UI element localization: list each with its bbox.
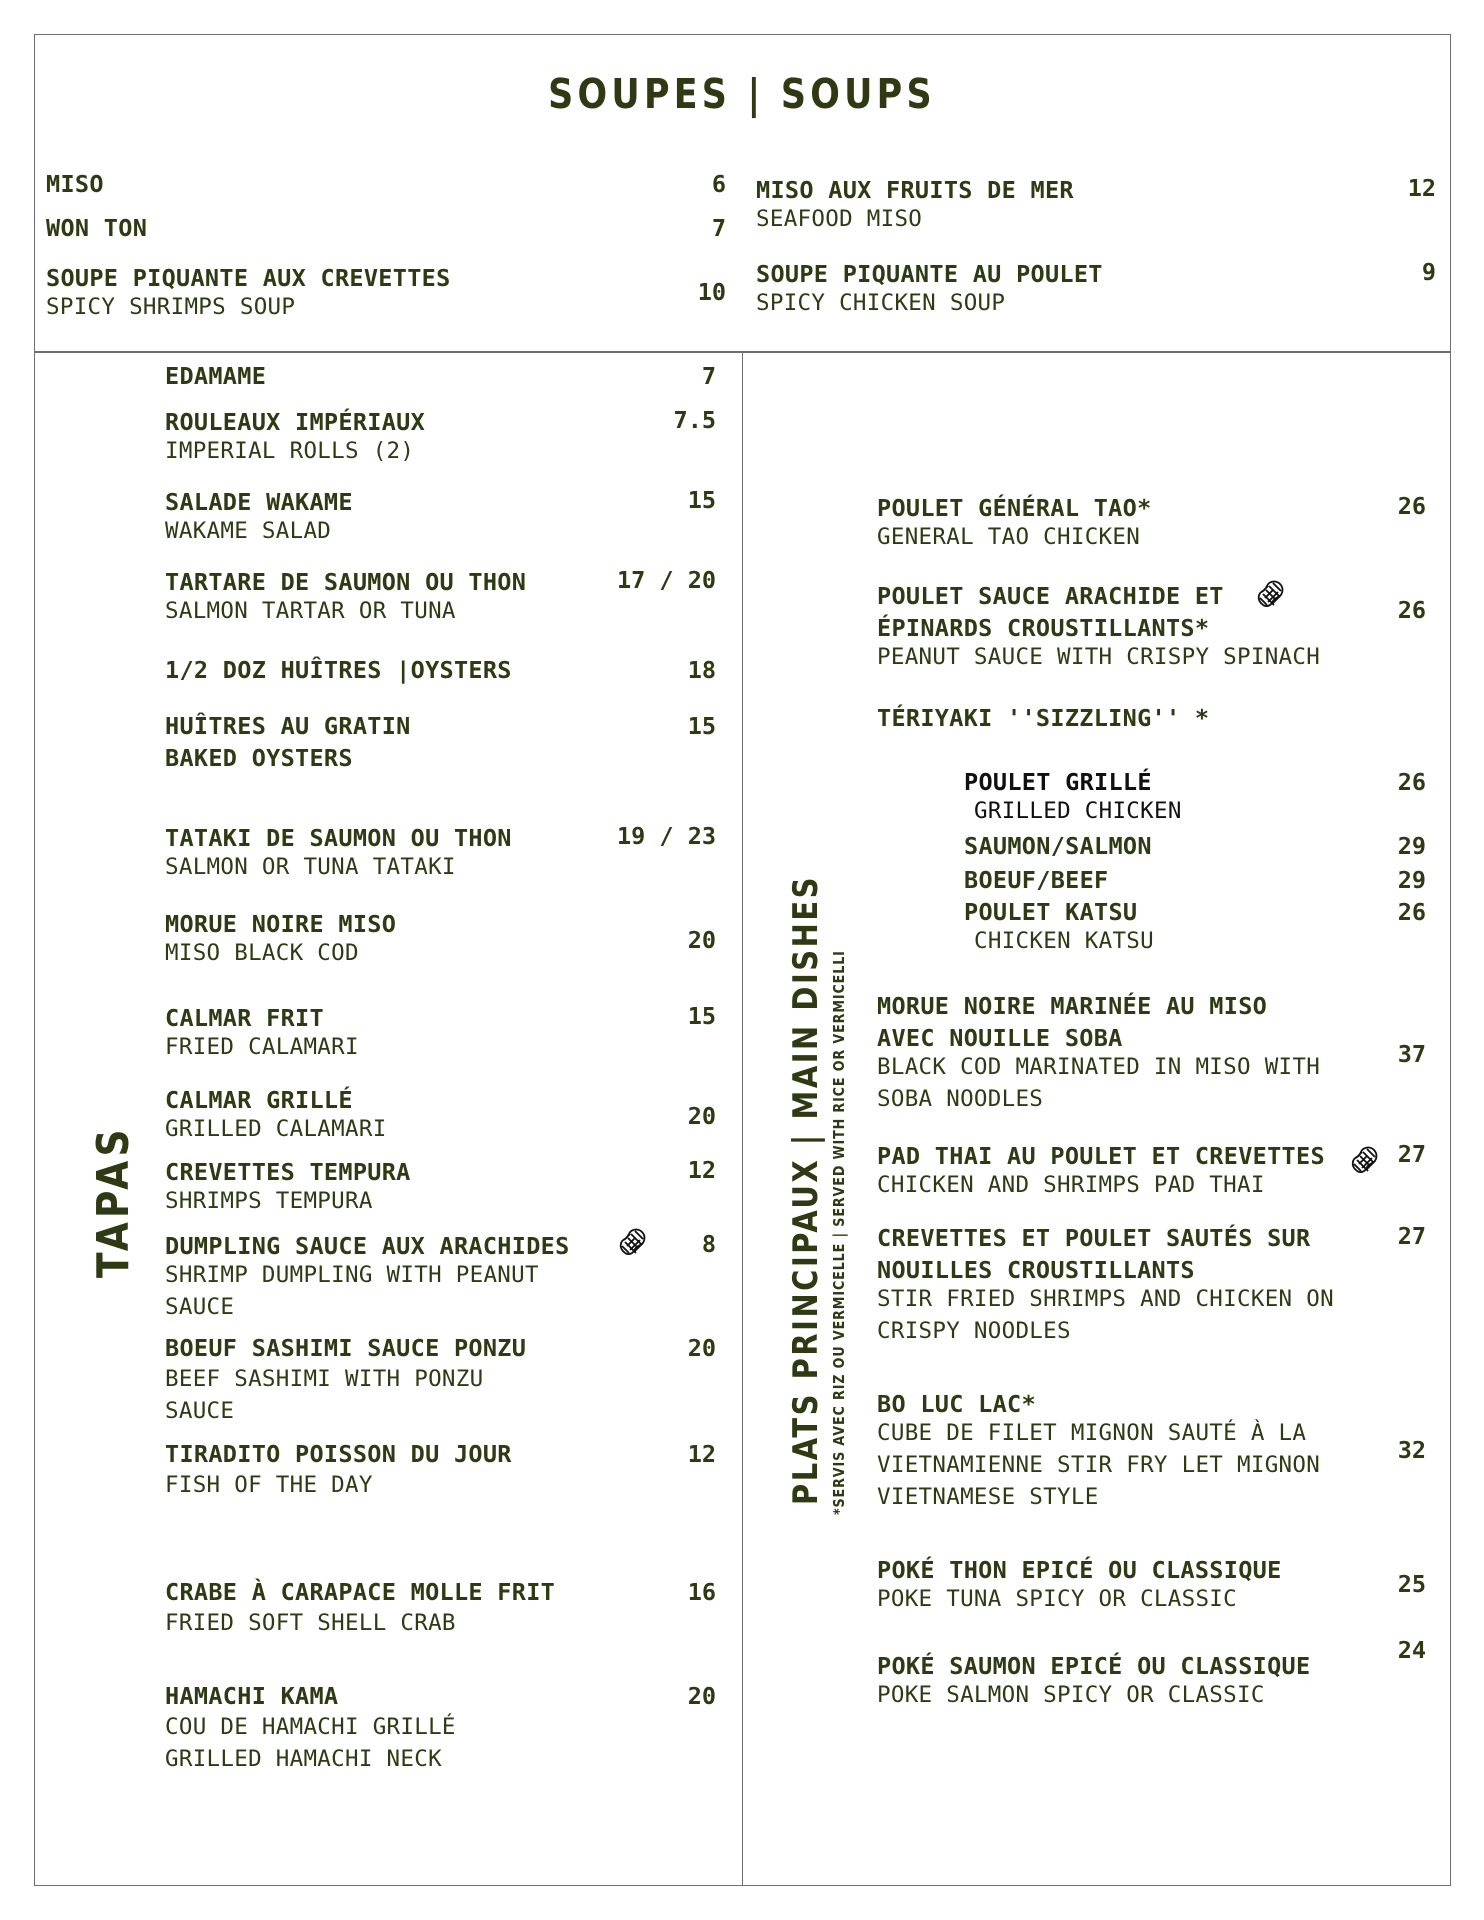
item-price: 6	[711, 170, 726, 198]
mains-title: PLATS PRINCIPAUX | MAIN DISHES	[786, 874, 826, 1505]
item-price: 26	[1397, 492, 1426, 520]
item-name: POULET GÉNÉRAL TAO*	[877, 494, 1152, 522]
item-name-line2: NOUILLES CROUSTILLANTS	[877, 1256, 1195, 1284]
item-name: POULET KATSU	[964, 898, 1138, 926]
item-name: SAUMON/SALMON	[964, 832, 1152, 860]
item-sub: SALMON OR TUNA TATAKI	[165, 854, 456, 880]
item-name: SOUPE PIQUANTE AUX CREVETTES	[46, 264, 451, 292]
item-name: CRABE À CARAPACE MOLLE FRIT	[165, 1578, 556, 1606]
item-name: POULET GRILLÉ	[964, 768, 1152, 796]
item-price: 15	[687, 486, 716, 514]
item-price: 26	[1397, 596, 1426, 624]
item-sub-line2: SOBA NOODLES	[877, 1086, 1044, 1112]
item-name: SOUPE PIQUANTE AU POULET	[756, 260, 1103, 288]
item-name: MISO AUX FRUITS DE MER	[756, 176, 1074, 204]
item-name-line2: ÉPINARDS CROUSTILLANTS*	[877, 614, 1210, 642]
item-name: CREVETTES ET POULET SAUTÉS SUR	[877, 1224, 1311, 1252]
item-sub: SALMON TARTAR OR TUNA	[165, 598, 456, 624]
item-price: 25	[1397, 1570, 1426, 1598]
item-price: 7.5	[673, 406, 716, 434]
item-price: 8	[701, 1230, 716, 1258]
item-sub-line3: VIETNAMESE STYLE	[877, 1484, 1099, 1510]
item-name-line2: AVEC NOUILLE SOBA	[877, 1024, 1123, 1052]
peanut-icon	[1254, 578, 1286, 610]
item-name: TÉRIYAKI ''SIZZLING'' *	[877, 704, 1210, 732]
item-sub: IMPERIAL ROLLS (2)	[165, 438, 415, 464]
item-name: TIRADITO POISSON DU JOUR	[165, 1440, 512, 1468]
tapas-title: TAPAS	[88, 1125, 139, 1278]
item-price: 27	[1397, 1140, 1426, 1168]
item-name: TARTARE DE SAUMON OU THON	[165, 568, 527, 596]
item-sub: FISH OF THE DAY	[165, 1472, 373, 1498]
item-sub: FRIED SOFT SHELL CRAB	[165, 1610, 456, 1636]
item-price: 16	[687, 1578, 716, 1606]
item-name: MORUE NOIRE MISO	[165, 910, 397, 938]
item-price: 9	[1421, 258, 1436, 286]
item-price: 12	[687, 1440, 716, 1468]
item-sub: SHRIMPS TEMPURA	[165, 1188, 373, 1214]
item-name: EDAMAME	[165, 362, 267, 390]
item-sub-line2: SAUCE	[165, 1294, 235, 1320]
item-sub: WAKAME SALAD	[165, 518, 332, 544]
item-name: MORUE NOIRE MARINÉE AU MISO	[877, 992, 1268, 1020]
item-price: 20	[687, 1102, 716, 1130]
item-price: 17 / 20	[616, 566, 716, 594]
item-sub: POKE SALMON SPICY OR CLASSIC	[877, 1682, 1265, 1708]
item-name: SALADE WAKAME	[165, 488, 353, 516]
item-price: 15	[687, 1002, 716, 1030]
item-price: 18	[687, 656, 716, 684]
item-name: HAMACHI KAMA	[165, 1682, 339, 1710]
item-sub: SPICY SHRIMPS SOUP	[46, 294, 296, 320]
item-sub-line2: GRILLED HAMACHI NECK	[165, 1746, 442, 1772]
item-name: BOEUF/BEEF	[964, 866, 1109, 894]
item-sub: CUBE DE FILET MIGNON SAUTÉ À LA	[877, 1420, 1307, 1446]
item-sub: SEAFOOD MISO	[756, 206, 923, 232]
item-name-line2: BAKED OYSTERS	[165, 744, 353, 772]
item-price: 32	[1397, 1436, 1426, 1464]
item-price: 24	[1397, 1636, 1426, 1664]
item-name: 1/2 DOZ HUÎTRES |OYSTERS	[165, 656, 512, 684]
item-sub: GRILLED CHICKEN	[974, 798, 1182, 824]
item-name: POKÉ SAUMON EPICÉ OU CLASSIQUE	[877, 1652, 1311, 1680]
soups-title: SOUPES | SOUPS	[548, 70, 936, 118]
item-price: 12	[1407, 174, 1436, 202]
item-price: 37	[1397, 1040, 1426, 1068]
column-divider	[742, 352, 743, 1885]
item-name: WON TON	[46, 214, 148, 242]
item-sub: COU DE HAMACHI GRILLÉ	[165, 1714, 456, 1740]
item-price: 10	[697, 278, 726, 306]
item-price: 20	[687, 1334, 716, 1362]
item-price: 7	[701, 362, 716, 390]
item-sub: SPICY CHICKEN SOUP	[756, 290, 1006, 316]
peanut-icon	[616, 1226, 648, 1258]
item-sub: BLACK COD MARINATED IN MISO WITH	[877, 1054, 1321, 1080]
item-sub-line2: CRISPY NOODLES	[877, 1318, 1071, 1344]
item-price: 26	[1397, 768, 1426, 796]
item-price: 19 / 23	[616, 822, 716, 850]
item-sub: PEANUT SAUCE WITH CRISPY SPINACH	[877, 644, 1321, 670]
item-price: 29	[1397, 866, 1426, 894]
item-name: PAD THAI AU POULET ET CREVETTES	[877, 1142, 1325, 1170]
item-sub: STIR FRIED SHRIMPS AND CHICKEN ON	[877, 1286, 1334, 1312]
item-sub: GENERAL TAO CHICKEN	[877, 524, 1141, 550]
item-sub-line2: SAUCE	[165, 1398, 235, 1424]
item-sub: POKE TUNA SPICY OR CLASSIC	[877, 1586, 1237, 1612]
item-name: CALMAR GRILLÉ	[165, 1086, 353, 1114]
item-sub: GRILLED CALAMARI	[165, 1116, 387, 1142]
item-name: POULET SAUCE ARACHIDE ET	[877, 582, 1224, 610]
item-name: BOEUF SASHIMI SAUCE PONZU	[165, 1334, 527, 1362]
item-sub: CHICKEN AND SHRIMPS PAD THAI	[877, 1172, 1265, 1198]
item-name: DUMPLING SAUCE AUX ARACHIDES	[165, 1232, 570, 1260]
mains-note: *SERVIS AVEC RIZ OU VERMICELLE | SERVED WITH RICE OR VERMICELLI	[830, 950, 848, 1515]
item-price: 26	[1397, 898, 1426, 926]
peanut-icon	[1348, 1144, 1380, 1176]
item-price: 20	[687, 926, 716, 954]
item-name: MISO	[46, 170, 104, 198]
item-sub-line2: VIETNAMIENNE STIR FRY LET MIGNON	[877, 1452, 1321, 1478]
item-sub: BEEF SASHIMI WITH PONZU	[165, 1366, 484, 1392]
item-sub: CHICKEN KATSU	[974, 928, 1154, 954]
item-price: 7	[711, 214, 726, 242]
item-price: 12	[687, 1156, 716, 1184]
item-sub: FRIED CALAMARI	[165, 1034, 359, 1060]
item-name: ROULEAUX IMPÉRIAUX	[165, 408, 426, 436]
item-price: 27	[1397, 1222, 1426, 1250]
item-name: CREVETTES TEMPURA	[165, 1158, 411, 1186]
item-price: 15	[687, 712, 716, 740]
item-name: TATAKI DE SAUMON OU THON	[165, 824, 512, 852]
item-sub: MISO BLACK COD	[165, 940, 359, 966]
item-sub: SHRIMP DUMPLING WITH PEANUT	[165, 1262, 539, 1288]
item-name: BO LUC LAC*	[877, 1390, 1036, 1418]
item-price: 20	[687, 1682, 716, 1710]
item-name: POKÉ THON EPICÉ OU CLASSIQUE	[877, 1556, 1282, 1584]
item-name: CALMAR FRIT	[165, 1004, 324, 1032]
item-price: 29	[1397, 832, 1426, 860]
item-name: HUÎTRES AU GRATIN	[165, 712, 411, 740]
